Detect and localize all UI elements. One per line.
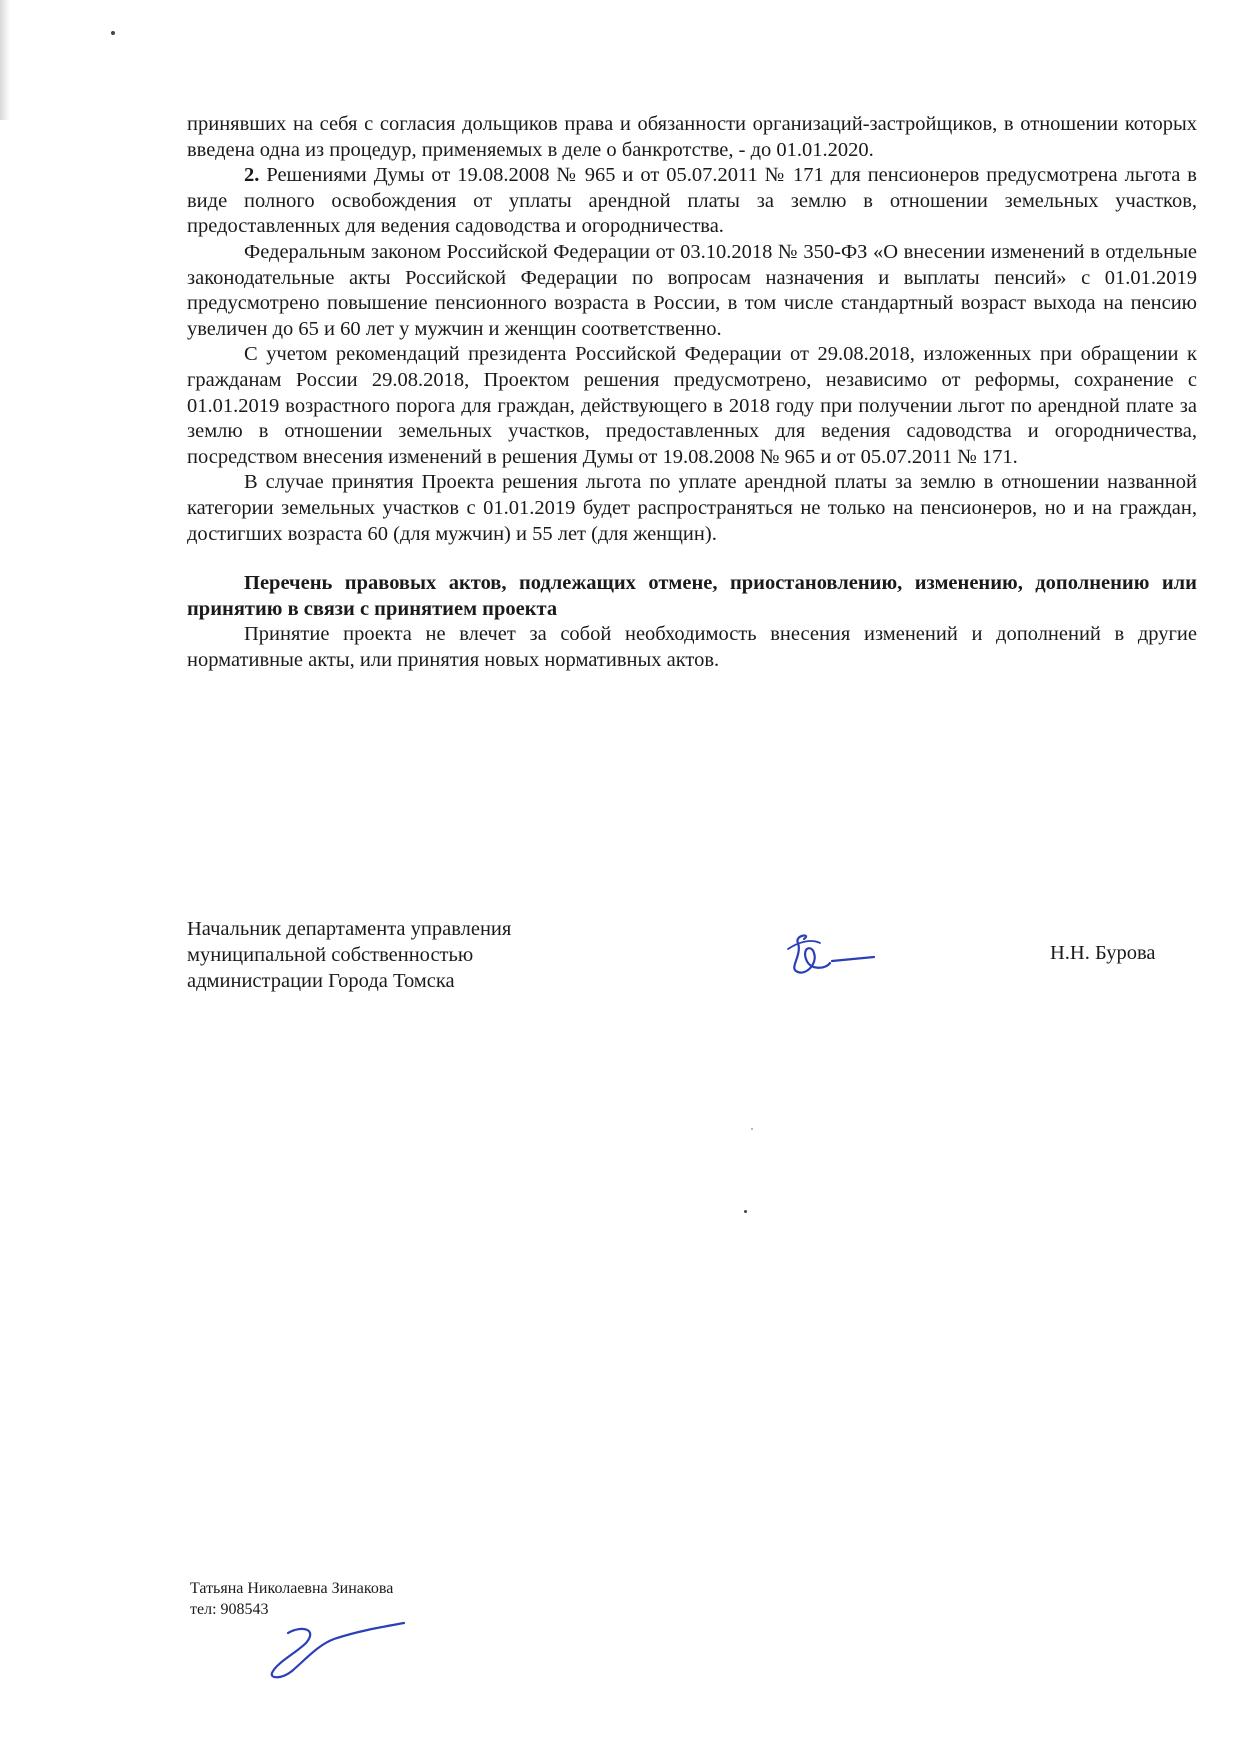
paragraph-benefit-extension: В случае принятия Проекта решения льгота по уплате арендной платы за землю в отношении названной категории земельных участков с 01.01.2019 будет распространяться не только на пенсионеров, но и на граждан, достигших возраста 60 (для мужчин) и 55 лет (для женщин). (187, 471, 1197, 545)
document-body (187, 112, 1197, 673)
paragraph-federal-law: Федеральным законом Российской Федерации от 03.10.2018 № 350-ФЗ «О внесении изменений в отдельные законодательные акты Российской Федерации по вопросам назначения и выплаты пенсий» с 01.01.2019 предусмотрено повышение пенсионного возраста в России, в том числе стандартный возраст выхода на пенсию увеличен до 65 и 60 лет у мужчин и женщин соответственно. (187, 240, 1197, 340)
paragraph-president-recommendations: С учетом рекомендаций президента Российской Федерации от 29.08.2018, изложенных при обращении к гражданам России 29.08.2018, Проектом решения предусмотрено, независимо от реформы, сохранение с 01.01.2019 возрастного порога для граждан, действующего в 2018 году при получении льгот по арендной плате за землю в отношении земельных участков, предоставленных для ведения садоводства и огородничества, посредством внесения изменений в решения Думы от 19.08.2008 № 965 и от 05.07.2011 № 171. (187, 343, 1197, 468)
paragraph-number: 2. (244, 164, 260, 187)
signatory-name: Н.Н. Бурова (1050, 942, 1156, 964)
paragraph-2-text: Решениями Думы от 19.08.2008 № 965 и от 05.07.2011 № 171 для пенсионеров предусмотрена льгота в виде полного освобождения от уплаты арендной платы за землю в отношении земельных участков, предоставленных для ведения садоводства и огородничества. (187, 164, 1197, 238)
executor-info (190, 1578, 393, 1620)
section-heading: Перечень правовых актов, подлежащих отмене, приостановлению, изменению, дополнению или принятию в связи с принятием проекта (187, 572, 1197, 620)
executor-name: Татьяна Николаевна Зинакова (190, 1580, 394, 1597)
handwritten-signature-main (782, 925, 882, 985)
paragraph-no-changes: Принятие проекта не влечет за собой необходимость внесения изменений и дополнений в другие нормативные акты, или принятия новых нормативных актов. (187, 623, 1197, 671)
signatory-position (187, 916, 607, 994)
scan-speck (111, 31, 115, 35)
position-line: администрации Города Томска (187, 970, 455, 992)
scan-speck (744, 1210, 747, 1213)
position-line: муниципальной собственностью (187, 944, 474, 966)
position-line: Начальник департамента управления (187, 918, 512, 940)
scan-speck (751, 1128, 753, 1130)
handwritten-signature-executor (262, 1615, 412, 1685)
paragraph-2 (187, 163, 1197, 240)
executor-phone: тел: 908543 (190, 1601, 269, 1618)
scan-edge-shadow (0, 0, 10, 120)
paragraph-continuation: принявших на себя с согласия дольщиков права и обязанности организаций-застройщиков, в отношении которых введена одна из процедур, применяемых в деле о банкротстве, - до 01.01.2020. (187, 113, 1197, 161)
